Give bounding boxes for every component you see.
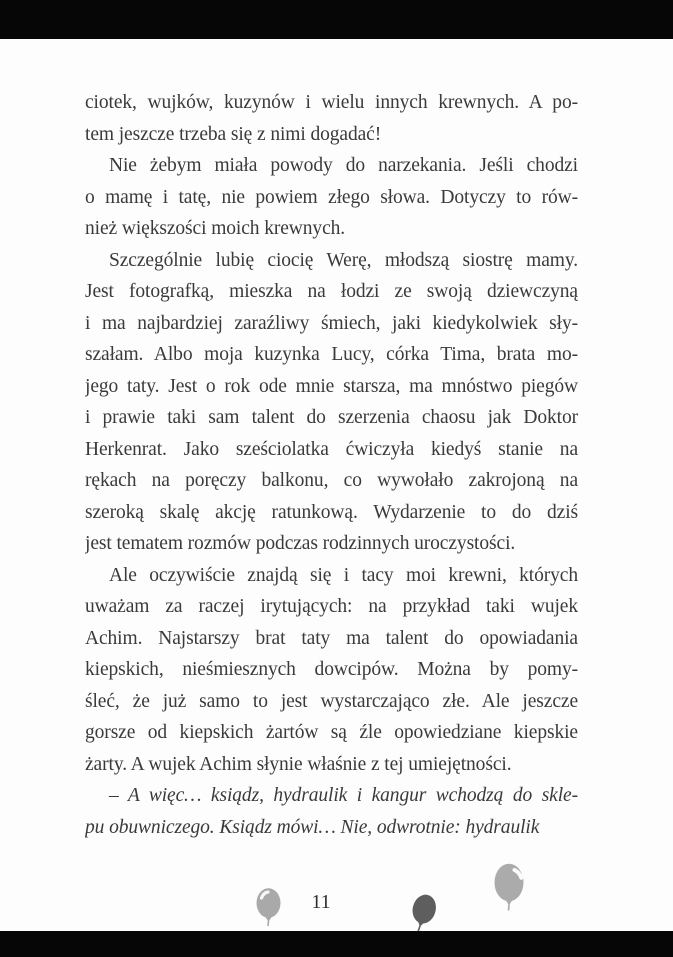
text-line: i ma najbardziej zaraźliwy śmiech, jaki kiedykolwiek sły-	[85, 312, 578, 334]
page-number: 11	[311, 891, 331, 913]
text-line: pu obuwniczego. Ksiądz mówi… Nie, odwrotnie: hydraulik	[85, 816, 540, 838]
text-line: Nie żebym miała powody do narzekania. Jeśli chodzi	[109, 155, 578, 176]
letterbox-bottom	[0, 931, 673, 957]
text-line: uważam za raczej irytujących: na przykład taki wujek	[85, 596, 578, 617]
balloon-dark-icon	[408, 894, 442, 934]
text-line: Achim. Najstarszy brat taty ma talent do opowiadania	[85, 627, 578, 649]
text-line: tem jeszcze trzeba się z nimi dogadać!	[85, 123, 382, 145]
text-line: rękach na poręczy balkonu, co wywołało zakrojoną na	[85, 470, 578, 491]
text-line: Herkenrat. Jako sześciolatka ćwiczyła kiedyś stanie na	[85, 438, 578, 460]
text-line: śleć, że już samo to jest wystarczająco złe. Ale jeszcze	[85, 690, 578, 712]
balloon-large-gray-icon	[490, 863, 528, 913]
balloon-small-gray-icon	[254, 887, 284, 927]
text-line: gorsze od kiepskich żartów są źle opowiedziane kiepskie	[85, 722, 578, 743]
text-line: o mamę i tatę, nie powiem złego słowa. Dotyczy to rów-	[85, 186, 578, 208]
text-line: jest tematem rozmów podczas rodzinnych uroczystości.	[85, 533, 516, 554]
text-line: szeroką skalę akcję ratunkową. Wydarzenie to do dziś	[85, 501, 578, 523]
text-line: i prawie taki sam talent do szerzenia chaosu jak Doktor	[85, 407, 578, 428]
text-line: jego taty. Jest o rok ode mnie starsza, ma mnóstwo piegów	[85, 375, 578, 397]
text-line: Jest fotografką, mieszka na łodzi ze swoją dziewczyną	[85, 281, 578, 302]
text-line: kiepskich, nieśmiesznych dowcipów. Można by pomy-	[85, 659, 578, 680]
page-text	[85, 87, 578, 843]
text-line: żarty. A wujek Achim słynie właśnie z tej umiejętności.	[85, 753, 512, 775]
text-line: szałam. Albo moja kuzynka Lucy, córka Tima, brata mo-	[85, 344, 578, 365]
text-line: Ale oczywiście znajdą się i tacy moi krewni, których	[109, 564, 578, 586]
text-line: Szczególnie lubię ciocię Werę, młodszą siostrę mamy.	[109, 249, 578, 271]
text-line: – A więc… ksiądz, hydraulik i kangur wchodzą do skle-	[109, 785, 578, 806]
text-line: ciotek, wujków, kuzynów i wielu innych krewnych. A po-	[85, 92, 578, 113]
text-line: nież większości moich krewnych.	[85, 218, 346, 239]
letterbox-top	[0, 0, 673, 39]
